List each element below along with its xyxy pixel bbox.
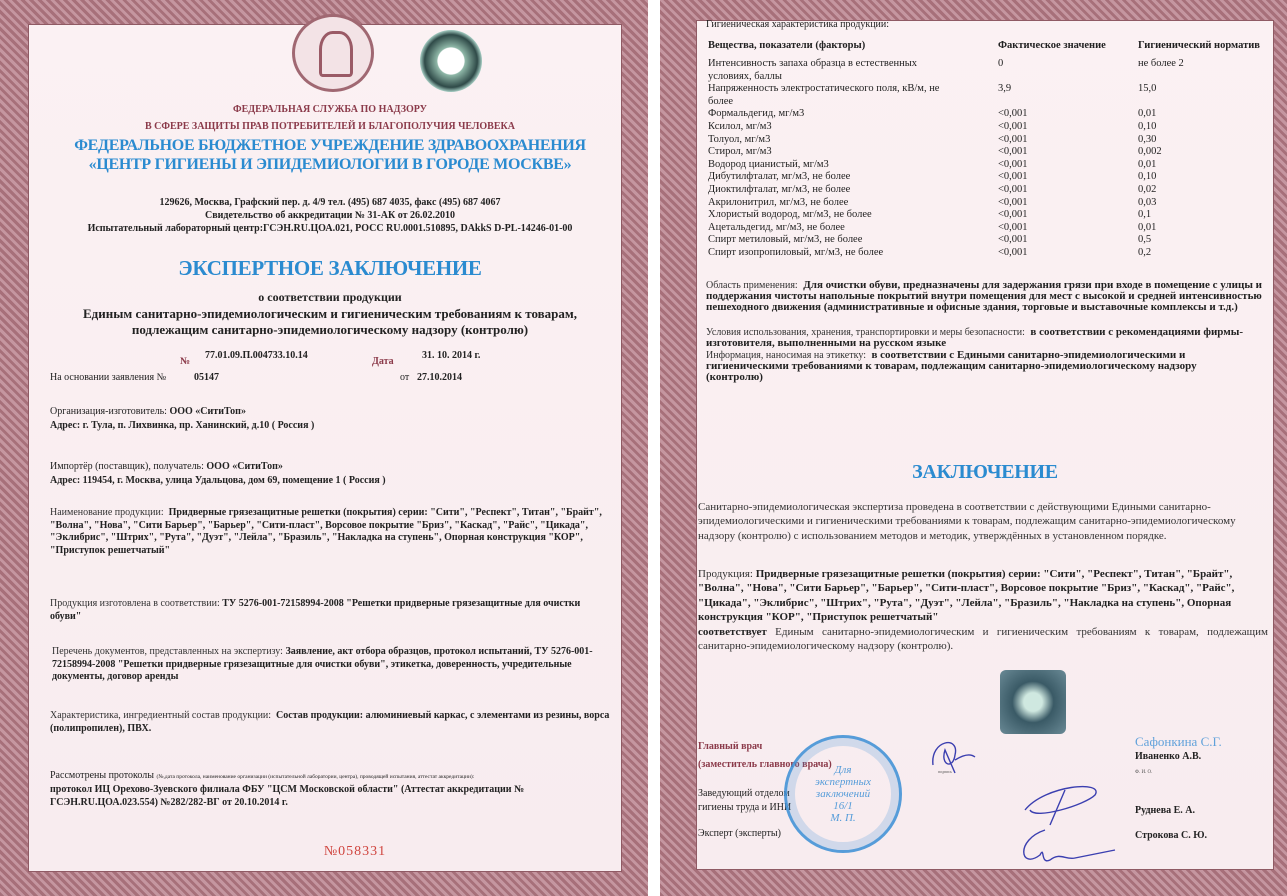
scope-value: Для очистки обуви, предназначены для задержания грязи при входе в помещение с улицы и поддержания чистоты напольные покрытий внутри помещения для мест с высокой и средней интенсивностью пешеходного движения (административные и офисные здания, торговые и выставочные комплексы и т.д.): [706, 279, 1262, 314]
substance-cell: Водород цианистый, мг/м3: [708, 158, 829, 170]
substance-cell: Толуол, мг/м3: [708, 133, 771, 145]
composition: [50, 710, 610, 735]
table-row: [708, 134, 1276, 147]
stamp-text: Для экспертных заключений 16/1: [815, 764, 871, 812]
protocols-label: Рассмотрены протоколы: [50, 770, 154, 781]
column-header: Фактическое значение: [998, 40, 1106, 51]
importer-address: Адрес: 119454, г. Москва, улица Удальцова, дом 69, помещение 1 ( Россия ): [50, 475, 386, 486]
conclusion-date: 31. 10. 2014 г.: [422, 350, 481, 361]
chief-name: Иваненко А.В.: [1135, 751, 1202, 762]
head-dept-name: Руднева Е. А.: [1135, 805, 1196, 816]
composition-label: Характеристика, ингредиентный состав продукции:: [50, 710, 272, 721]
conditions-value: в соответствии с рекомендациями фирмы-изготовителя, выполненными на русском языке: [706, 326, 1243, 350]
fio-caption: Ф. И. О.: [1135, 770, 1153, 775]
substance-cell: Хлористый водород, мг/м3, не более: [708, 209, 872, 221]
stamp-mp: М. П.: [830, 812, 856, 824]
head-dept-line-2: гигиены труда и ИНИ: [698, 801, 792, 813]
standard: [50, 598, 610, 623]
norm-cell: 0,01: [1138, 108, 1157, 120]
norm-cell: 0,02: [1138, 183, 1157, 195]
importer-label: Импортёр (поставщик), получатель:: [50, 461, 204, 472]
actual-value-cell: <0,001: [998, 183, 1028, 195]
institution-line-1: ФЕДЕРАЛЬНОЕ БЮДЖЕТНОЕ УЧРЕЖДЕНИЕ ЗДРАВООХРАНЕНИЯ: [74, 137, 586, 154]
substance-cell: Ацетальдегид, мг/м3, не более: [708, 221, 845, 233]
subtitle-2: Единым санитарно-эпидемиологическим и гигиеническим требованиям к товарам,: [83, 306, 577, 321]
application-number: 05147: [194, 372, 219, 383]
signature-caption: подпись: [938, 769, 952, 774]
table-row: [708, 247, 1276, 260]
conditions-label: Условия использования, хранения, транспортировки и меры безопасности:: [706, 327, 1025, 338]
substance-cell: Спирт метиловый, мг/м3, не более: [708, 234, 863, 246]
actual-value-cell: <0,001: [998, 108, 1028, 120]
application-from-label: от: [400, 372, 410, 383]
table-title: Гигиеническая характеристика продукции:: [706, 19, 890, 30]
manufacturer-address: Адрес: г. Тула, п. Лихвинка, пр. Ханинский, д.10 ( Россия ): [50, 420, 315, 431]
substance-cell: Диоктилфталат, мг/м3, не более: [708, 183, 851, 195]
actual-value-cell: <0,001: [998, 246, 1028, 258]
expert-signatures: [1005, 780, 1125, 875]
actual-value-cell: 0: [998, 58, 1004, 69]
date-label: Дата: [372, 356, 394, 367]
serial-number: №058331: [323, 844, 387, 859]
conclusion-text: Санитарно-эпидемиологическая экспертиза проведена в соответствии с действующими Едиными санитарно-эпидемиологическими и гигиеническими требованиями к товарам, подлежащим санитарно-эпидемиологическому надзору (контролю) с использованием методов и методик, утверждённых в установленном порядке.: [698, 501, 1236, 542]
table-row: [708, 58, 1276, 83]
label-info: [706, 350, 1246, 384]
norm-cell: 15,0: [1138, 83, 1157, 95]
complies: [698, 625, 1268, 654]
substance-cell: Стирол, мг/м3: [708, 146, 772, 158]
head-dept-line-1: Заведующий отделом: [698, 788, 790, 799]
label-info-label: Информация, наносимая на этикетку:: [706, 350, 866, 361]
manufacturer-label: Организация-изготовитель:: [50, 406, 167, 417]
table-header-row: [708, 40, 1276, 58]
table-row: [708, 209, 1276, 222]
norm-cell: 0,01: [1138, 158, 1157, 170]
agency-line-2: В СФЕРЕ ЗАЩИТЫ ПРАВ ПОТРЕБИТЕЛЕЙ И БЛАГОПОЛУЧИЯ ЧЕЛОВЕКА: [145, 121, 515, 132]
product-name: [50, 507, 614, 557]
head-dept-label: [698, 787, 791, 814]
importer: [50, 461, 610, 473]
norm-cell: 0,30: [1138, 133, 1157, 145]
actual-value-cell: 3,9: [998, 83, 1012, 95]
subtitle-1: о соответствии продукции: [258, 290, 402, 304]
substance-cell: Напряженность электростатического поля, кВ/м, не более: [708, 83, 940, 107]
application-date: 27.10.2014: [417, 372, 462, 383]
expert-label: Эксперт (эксперты): [698, 828, 781, 839]
number-label: №: [180, 356, 191, 367]
actual-value-cell: <0,001: [998, 196, 1028, 208]
substance-cell: Интенсивность запаха образца в естественных условиях, баллы: [708, 58, 918, 82]
actual-value-cell: <0,001: [998, 146, 1028, 158]
table-row: [708, 234, 1276, 247]
application-label: На основании заявления №: [50, 372, 167, 383]
substance-cell: Акрилонитрил, мг/м3, не более: [708, 196, 849, 208]
substance-cell: Формальдегид, мг/м3: [708, 108, 805, 120]
importer-name: ООО «СитиТоп»: [206, 461, 283, 472]
table-row: [708, 197, 1276, 210]
norm-cell: 0,10: [1138, 171, 1157, 183]
complies-word: соответствует: [698, 626, 767, 638]
hologram-icon: [420, 30, 482, 92]
documents-label: Перечень документов, представленных на экспертизу:: [52, 646, 283, 657]
documents: [52, 646, 614, 684]
conditions: [706, 327, 1271, 349]
hologram-seal-icon: [1000, 670, 1066, 734]
standard-label: Продукция изготовлена в соответствии:: [50, 598, 220, 609]
products: [698, 567, 1258, 624]
complies-text: Единым санитарно-эпидемиологическим и гигиеническим требованиям к товарам, подлежащим санитарно-эпидемиологическому надзору (контролю).: [698, 626, 1268, 653]
protocols-header: [50, 770, 630, 782]
actual-value-cell: <0,001: [998, 120, 1028, 132]
products-label: Продукция:: [698, 568, 753, 580]
substance-cell: Ксилол, мг/м3: [708, 120, 772, 132]
norm-cell: 0,01: [1138, 221, 1157, 233]
subtitle-3: подлежащим санитарно-эпидемиологическому надзору (контролю): [131, 322, 529, 337]
norm-cell: 0,1: [1138, 209, 1152, 221]
table-row: [708, 159, 1276, 172]
chief-signature: [925, 735, 980, 780]
substance-cell: Дибутилфталат, мг/м3, не более: [708, 171, 851, 183]
norm-cell: 0,10: [1138, 120, 1157, 132]
table-row: [708, 108, 1276, 121]
table-row: [708, 146, 1276, 159]
products-value: Придверные грязезащитные решетки (покрытия) серии: "Сити", "Респект", Титан", "Брайт", "Волна", "Нова", "Сити Барьер", "Барьер", "Сити-пласт", Ворсовое покрытие "Бриз", "Каскад", "Райс", "Цикада", "Эклибрис", "Штрих", "Рута", "Дуэт", "Лейла", "Бразиль", "Накладка на ступень", Опорная конструкция "КОР", "Приступок решетчатый": [698, 568, 1235, 623]
table-row: [708, 222, 1276, 235]
expert-name: Строкова С. Ю.: [1135, 830, 1207, 841]
conclusion-title: ЗАКЛЮЧЕНИЕ: [912, 461, 1058, 483]
document-title: ЭКСПЕРТНОЕ ЗАКЛЮЧЕНИЕ: [178, 256, 482, 280]
substance-cell: Спирт изопропиловый, мг/м3, не более: [708, 246, 884, 258]
institution-address: 129626, Москва, Графский пер. д. 4/9 тел. (495) 687 4035, факс (495) 687 4067: [159, 197, 501, 208]
lab-info: Испытательный лабораторный центр:ГСЭН.RU.ЦОА.021, РОСС RU.0001.510895, DAkkS D-PL-14246-01-00: [87, 223, 573, 234]
blue-stamp: [784, 735, 902, 853]
actual-value-cell: <0,001: [998, 133, 1028, 145]
standard-value: ТУ 5276-001-72158994-2008 "Решетки придверные грязезащитные для очистки обуви": [50, 598, 581, 622]
actual-value-cell: <0,001: [998, 234, 1028, 246]
chief-doctor-label: Главный врач: [698, 741, 763, 752]
product-value: Придверные грязезащитные решетки (покрытия) серии: "Сити", "Респект", Титан", "Брайт", "Волна", "Нова", "Сити Барьер", "Барьер", "Сити-пласт", Ворсовое покрытие "Бриз", "Каскад", "Райс", "Цикада", "Эклибрис", "Штрих", "Рута", "Дуэт", "Лейла", "Бразиль", "Накладка на ступень", Опорная конструкция "КОР", "Приступок решетчатый": [50, 507, 602, 556]
column-header: Гигиенический норматив: [1138, 40, 1260, 51]
norm-cell: 0,002: [1138, 146, 1162, 158]
label-info-value: в соответствии с Едиными санитарно-эпидемиологическими и гигиеническими требованиями к товарам, подлежащим санитарно-эпидемиологическому надзору (контролю): [706, 349, 1197, 384]
scope-label: Область применения:: [706, 280, 798, 291]
name-stamp: Сафонкина С.Г.: [1135, 734, 1222, 749]
protocols-hint: (№,дата протокола, наименование организации (испытательной лаборатории, центра), проводящей испытания, аттестат аккредитации):: [156, 774, 475, 780]
norm-cell: 0,5: [1138, 234, 1152, 246]
protocols-value: протокол ИЦ Орехово-Зуевского филиала ФБУ "ЦСМ Московской области" (Аттестат аккредитации № ГСЭН.RU.ЦОА.023.554) №282/282-ВГ от 20.10.2014 г.: [50, 784, 525, 808]
hygiene-table: [708, 40, 1276, 260]
institution-line-2: «ЦЕНТР ГИГИЕНЫ И ЭПИДЕМИОЛОГИИ В ГОРОДЕ МОСКВЕ»: [88, 156, 572, 173]
table-row: [708, 121, 1276, 134]
agency-line-1: ФЕДЕРАЛЬНАЯ СЛУЖБА ПО НАДЗОРУ: [233, 104, 427, 115]
norm-cell: 0,2: [1138, 246, 1152, 258]
table-row: [708, 184, 1276, 197]
chief-deputy-label: (заместитель главного врача): [698, 759, 832, 770]
documents-value: Заявление, акт отбора образцов, протокол испытаний, ТУ 5276-001-72158994-2008 "Решетки придверные грязезащитные для очистки обуви", этикетка, доверенность, учредительные документы, договор аренды: [52, 646, 593, 682]
actual-value-cell: <0,001: [998, 171, 1028, 183]
table-row: [708, 83, 1276, 108]
accreditation: Свидетельство об аккредитации № 31-АК от 26.02.2010: [205, 210, 455, 221]
column-header: Вещества, показатели (факторы): [708, 40, 866, 51]
composition-value: Состав продукции: алюминиевый каркас, с элементами из резины, ворса (полипропилен), ПВХ.: [50, 710, 610, 734]
product-label: Наименование продукции:: [50, 507, 164, 518]
actual-value-cell: <0,001: [998, 158, 1028, 170]
actual-value-cell: <0,001: [998, 209, 1028, 221]
norm-cell: 0,03: [1138, 196, 1157, 208]
scope: [706, 280, 1271, 314]
agency-emblem-icon: [292, 14, 374, 92]
manufacturer-name: ООО «СитиТоп»: [169, 406, 246, 417]
manufacturer: [50, 406, 610, 418]
norm-cell: не более 2: [1138, 58, 1184, 69]
actual-value-cell: <0,001: [998, 221, 1028, 233]
table-row: [708, 171, 1276, 184]
conclusion-number: 77.01.09.П.004733.10.14: [205, 350, 308, 361]
